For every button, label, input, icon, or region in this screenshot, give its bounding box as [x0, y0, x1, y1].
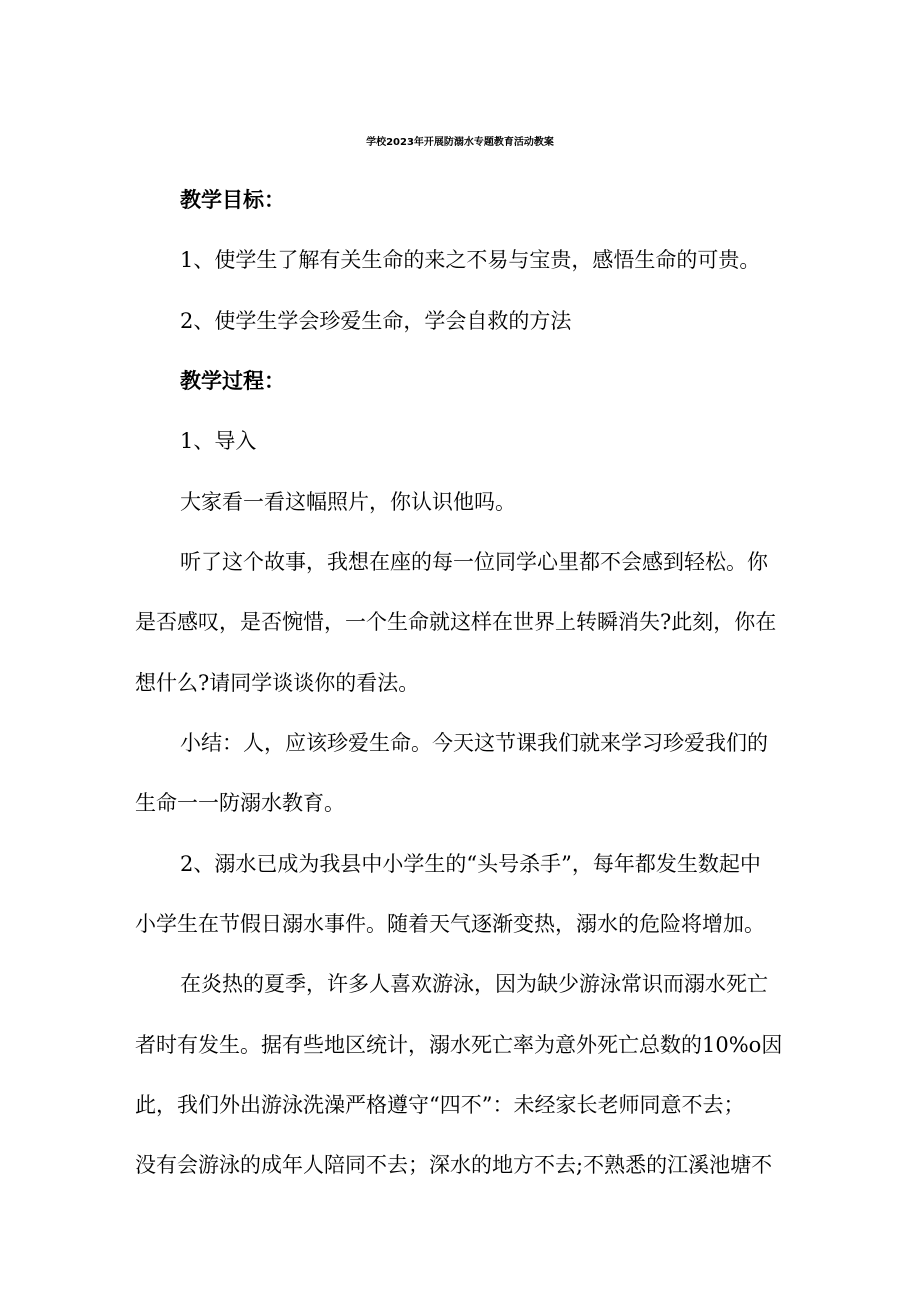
paragraph-4-line-4: 没有会游泳的成年人陪同不去；深水的地方不去;不熟悉的江溪池塘不: [135, 1153, 773, 1177]
paragraph-2-line-2: 生命一一防溺水教育。: [135, 791, 345, 815]
paragraph-4-line-3: 此，我们外出游泳洗澡严格遵守“四不”：未经家长老师同意不去；: [135, 1093, 745, 1117]
goal-item-2: 2、使学生学会珍爱生命，学会自救的方法: [180, 309, 572, 333]
step-1-title: 1、导入: [180, 429, 257, 453]
paragraph-1-line-1: 听了这个故事，我想在座的每一位同学心里都不会感到轻松。你: [180, 550, 768, 574]
paragraph-3-line-1: 2、溺水已成为我县中小学生的“头号杀手”，每年都发生数起中: [180, 852, 761, 876]
paragraph-3-line-2: 小学生在节假日溺水事件。随着天气逐渐变热，溺水的危险将增加。: [135, 912, 765, 936]
document-title: 学校2023年开展防溺水专题教育活动教案: [366, 137, 554, 148]
paragraph-4-line-2: 者时有发生。据有些地区统计，溺水死亡率为意外死亡总数的10%o因: [135, 1033, 783, 1057]
goal-item-1: 1、使学生了解有关生命的来之不易与宝贵，感悟生命的可贵。: [180, 248, 761, 272]
paragraph-1-line-3: 想什么?请同学谈谈你的看法。: [135, 671, 420, 695]
paragraph-1-line-2: 是否感叹，是否惋惜，一个生命就这样在世界上转瞬消失?此刻，你在: [135, 610, 777, 634]
paragraph-2-line-1: 小结：人，应该珍爱生命。今天这节课我们就来学习珍爱我们的: [180, 731, 768, 755]
step-1-text: 大家看一看这幅照片，你认识他吗。: [180, 490, 516, 514]
goals-heading: 教学目标：: [180, 188, 285, 212]
process-heading: 教学过程：: [180, 369, 285, 393]
paragraph-4-line-1: 在炎热的夏季，许多人喜欢游泳，因为缺少游泳常识而溺水死亡: [180, 972, 768, 996]
